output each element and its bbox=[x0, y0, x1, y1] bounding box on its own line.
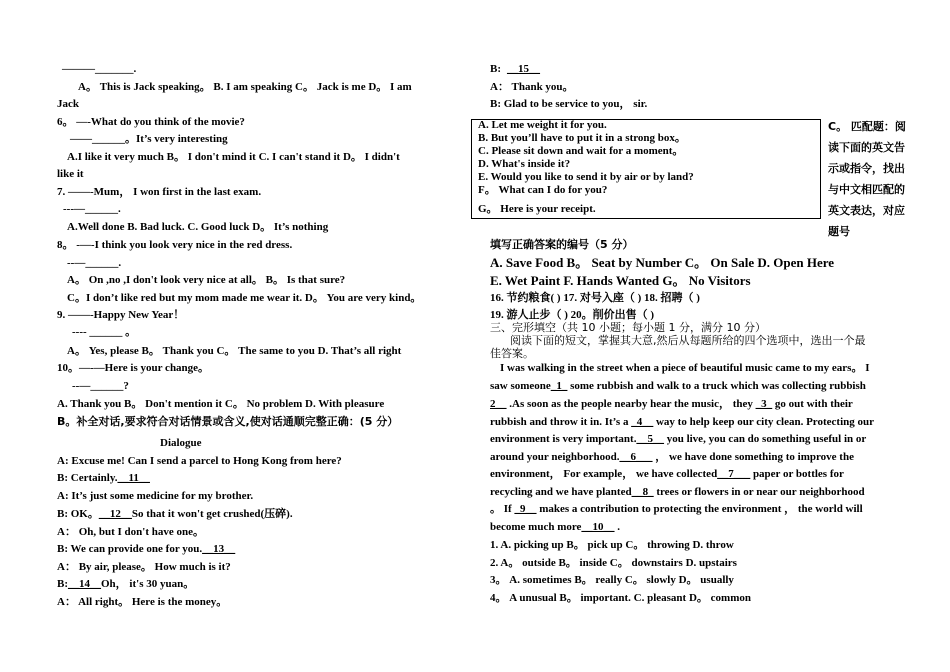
passage-line bbox=[490, 432, 866, 446]
passage-line bbox=[490, 397, 853, 411]
dialogue-text: A: Excuse me! Can I send a parcel to Hong Kong from here? bbox=[57, 455, 342, 467]
match-row: 19. 游人止步（ ) 20。削价出售（ ) bbox=[490, 309, 655, 321]
dialogue-text: B: bbox=[57, 578, 68, 590]
dialogue-option: A. Let me weight it for you. bbox=[478, 119, 607, 131]
section-3-instructions: 阅读下面的短文，掌握其大意,然后从每题所给的四个选项中，选出一个最 bbox=[510, 334, 866, 347]
signs-row: A. Save Food B。 Seat by Number C。 On Sale D. Open Here bbox=[490, 255, 835, 270]
question-line: like it bbox=[57, 168, 84, 180]
dialogue-line bbox=[490, 62, 540, 76]
question-line: ---- ______ 。 bbox=[72, 326, 137, 338]
question-line: C。I don’t like red but my mom made me wear it. D。 You are very kind。 bbox=[67, 292, 422, 304]
section-b-heading: B。补全对话,要求符合对话情景或含义,使对话通顺完整正确：(5 分） bbox=[57, 415, 399, 428]
question-line: ——______。It’s very interesting bbox=[70, 133, 228, 145]
dialogue-line bbox=[57, 454, 342, 468]
passage-line bbox=[490, 379, 866, 393]
dialogue-text: B: Certainly. bbox=[57, 472, 118, 484]
question-line: 8。 -—-I think you look very nice in the red dress. bbox=[57, 239, 293, 251]
dialogue-line bbox=[490, 80, 574, 94]
question-line: 9. ——-Happy New Year！ bbox=[57, 309, 185, 321]
choice-row: 2. A。 outside B。 inside C。 downstairs D. upstairs bbox=[490, 557, 737, 569]
dialogue-text: A: It’s just some medicine for my brother. bbox=[57, 490, 254, 502]
dialogue-text: A： By air, please。 How much is it? bbox=[57, 561, 231, 573]
choice-row: 3。 A. sometimes B。 really C。 slowly D。 usually bbox=[490, 574, 734, 586]
dialogue-option: E. Would you like to send it by air or by land? bbox=[478, 171, 694, 183]
passage-text: environment is very important. bbox=[490, 433, 637, 445]
dialogue-option: B. But you’ll have to put it in a strong box。 bbox=[478, 132, 686, 144]
dialogue-text: B: We can provide one for you. bbox=[57, 543, 203, 555]
answer-blank: __6___ bbox=[619, 451, 653, 463]
choice-row: 4。 A unusual B。 important. C. pleasant D。 common bbox=[490, 592, 751, 604]
dialogue-text: B: OK。 bbox=[57, 508, 99, 520]
passage-line bbox=[490, 502, 863, 516]
dialogue-text: Oh， it's 30 yuan。 bbox=[101, 578, 195, 590]
matching-instructions: C。 匹配题：阅读下面的英文告示或指令，找出与中文相匹配的英文表达，对应题号 bbox=[828, 120, 906, 238]
answer-blank: _1_ bbox=[550, 380, 568, 392]
passage-line bbox=[490, 467, 844, 481]
passage-text: you live, you can do something useful in or bbox=[663, 433, 867, 445]
dialogue-line bbox=[57, 560, 231, 574]
dialogue-line bbox=[57, 471, 150, 485]
passage-line bbox=[500, 361, 870, 375]
question-line: A.I like it very much B。 I don't mind it C. I can't stand it D。 I didn't bbox=[67, 151, 400, 163]
signs-row: E. Wet Paint F. Hands Wanted G。 No Visitors bbox=[490, 273, 751, 288]
passage-text: .As soon as the people nearby hear the music， they bbox=[506, 398, 756, 410]
passage-line bbox=[490, 520, 620, 534]
answer-blank: __5__ bbox=[636, 433, 664, 445]
passage-line bbox=[490, 485, 865, 499]
question-line: ———_______. bbox=[62, 63, 137, 75]
answer-blank: __13__ bbox=[202, 543, 236, 555]
passage-text: recycling and we have planted bbox=[490, 486, 632, 498]
dialogue-title: Dialogue bbox=[160, 437, 202, 449]
dialogue-text: A： Oh, but I don't have one。 bbox=[57, 526, 205, 538]
answer-blank: __11__ bbox=[117, 472, 150, 484]
question-line: ---—______. bbox=[63, 203, 121, 215]
question-line: A。 Yes, please B。 Thank you C。 The same to you D. That’s all right bbox=[67, 345, 402, 357]
answer-blank: __12__ bbox=[98, 508, 132, 520]
passage-text: environment， For example， we have collected bbox=[490, 468, 718, 480]
answer-blank: _9__ bbox=[514, 503, 537, 515]
question-line: A。 This is Jack speaking。 B. I am speaking C。 Jack is me D。 I am bbox=[78, 81, 412, 93]
dialogue-option: G。 Here is your receipt. bbox=[478, 203, 596, 215]
dialogue-text: B: bbox=[490, 63, 501, 75]
passage-text: ， we have done something to improve the bbox=[652, 451, 854, 463]
passage-text: trees or flowers in or near our neighborhood bbox=[653, 486, 865, 498]
passage-text: rubbish and throw it in. It’s a bbox=[490, 416, 632, 428]
dialogue-line bbox=[490, 97, 647, 111]
question-line: A。 On ,no ,I don't look very nice at all。 B。 Is that sure? bbox=[67, 274, 346, 286]
dialogue-text: A： All right。 Here is the money。 bbox=[57, 596, 228, 608]
dialogue-line bbox=[57, 542, 235, 556]
dialogue-option: C. Please sit down and wait for a moment。 bbox=[478, 145, 684, 157]
match-row: 16. 节约粮食( ) 17. 对号入座（ ) 18. 招聘（ ) bbox=[490, 292, 700, 304]
answer-blank: __8_ bbox=[631, 486, 654, 498]
question-line: 10。—-—Here is your change。 bbox=[57, 362, 210, 374]
question-line: Jack bbox=[57, 98, 79, 110]
answer-blank: _3_ bbox=[755, 398, 773, 410]
passage-line bbox=[490, 450, 854, 464]
passage-text: become much more bbox=[490, 521, 582, 533]
dialogue-text: B: Glad to be service to you， sir. bbox=[490, 98, 648, 110]
question-line: --—______? bbox=[72, 380, 129, 392]
passage-line bbox=[490, 415, 874, 429]
question-line: A. Thank you B。 Don't mention it C。 No problem D. With pleasure bbox=[57, 398, 385, 410]
answer-blank: __7___ bbox=[717, 468, 751, 480]
answer-blank: __15__ bbox=[507, 63, 540, 75]
question-line: 7. ——-Mum， I won first in the last exam. bbox=[57, 186, 262, 198]
dialogue-line bbox=[57, 595, 227, 609]
question-line: 6。 —-What do you think of the movie? bbox=[57, 116, 245, 128]
dialogue-line bbox=[57, 507, 293, 521]
dialogue-line bbox=[57, 489, 253, 503]
choice-row: 1. A. picking up B。 pick up C。 throwing D. throw bbox=[490, 539, 734, 551]
passage-text: I was walking in the street when a piece of beautiful music came to my ears。 I bbox=[500, 362, 870, 374]
question-line: A.Well done B. Bad luck. C. Good luck D。 It’s nothing bbox=[67, 221, 329, 233]
passage-text: makes a contribution to protecting the environment ， the world will bbox=[536, 503, 863, 515]
passage-text: around your neighborhood. bbox=[490, 451, 620, 463]
passage-text: go out with their bbox=[772, 398, 853, 410]
passage-text: saw someone bbox=[490, 380, 551, 392]
answer-blank: __10__ bbox=[581, 521, 615, 533]
dialogue-text: A： Thank you。 bbox=[490, 81, 574, 93]
passage-text: some rubbish and walk to a truck which was collecting rubbish bbox=[567, 380, 866, 392]
passage-text: . bbox=[614, 521, 620, 533]
answer-blank: __14__ bbox=[68, 578, 101, 590]
answer-blank: _4__ bbox=[631, 416, 654, 428]
answer-blank: 2__ bbox=[490, 398, 507, 410]
dialogue-option: F。 What can I do for you? bbox=[478, 184, 608, 196]
passage-text: way to help keep our city clean. Protecting our bbox=[653, 416, 875, 428]
section-3-title: 三、完形填空（共 10 小题；每小题 1 分，满分 10 分） bbox=[490, 321, 766, 334]
question-line: --—______. bbox=[67, 257, 122, 269]
fill-note: 填写正确答案的编号（5 分） bbox=[490, 238, 634, 251]
dialogue-text: So that it won't get crushed(压碎). bbox=[131, 508, 293, 520]
passage-text: paper or bottles for bbox=[750, 468, 844, 480]
dialogue-option: D. What's inside it? bbox=[478, 158, 571, 170]
dialogue-line bbox=[57, 525, 204, 539]
passage-text: 。 If bbox=[490, 503, 515, 515]
dialogue-line bbox=[57, 577, 194, 591]
section-3-instructions: 佳答案。 bbox=[490, 347, 534, 360]
